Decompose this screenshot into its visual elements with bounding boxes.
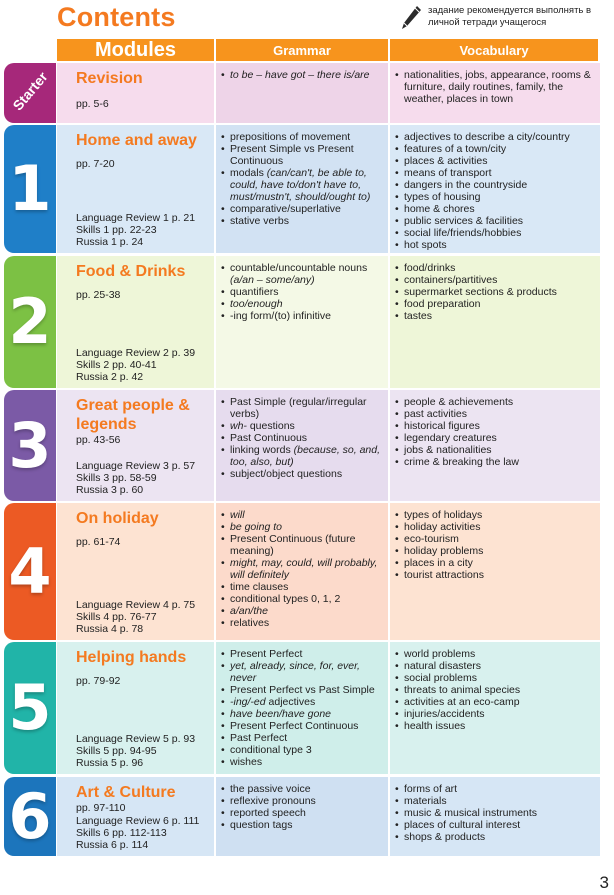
grammar-item [218,795,384,807]
reference-line: Russia 1 p. 24 [76,236,144,248]
grammar-cell [216,125,388,253]
header-vocabulary: Vocabulary [390,39,598,61]
grammar-text: the passive voice [230,783,311,795]
vocabulary-item: • eco-tourism [392,533,596,545]
grammar-list [218,648,384,768]
vocabulary-item: • nationalities, jobs, appearance, rooms & furniture, daily routines, family, the weather, places in town [392,69,596,105]
module-cell [57,63,214,123]
grammar-text: will [230,509,245,521]
module-references [76,347,195,383]
grammar-item [218,432,384,444]
vocabulary-item: • materials [392,795,596,807]
module-title: On holiday [76,510,159,527]
module-pages: pp. 43-56 [76,434,121,446]
reference-line: Russia 2 p. 42 [76,371,144,383]
grammar-item [218,131,384,143]
grammar-text: question tags [230,819,293,831]
vocabulary-item: • food/drinks [392,262,596,274]
vocabulary-item: • means of transport [392,167,596,179]
module-tab [4,63,56,123]
vocabulary-item: • injuries/accidents [392,708,596,720]
vocabulary-item: • people & achievements [392,396,596,408]
reference-line: Skills 2 pp. 40-41 [76,359,157,371]
vocabulary-cell [390,256,600,388]
grammar-text: linking words [230,444,294,456]
reference-line: Language Review 4 p. 75 [76,599,196,611]
grammar-item [218,744,384,756]
vocabulary-item: • types of housing [392,191,596,203]
grammar-text: be going to [230,521,282,533]
module-cell [57,642,214,774]
vocabulary-list [392,131,596,251]
reference-line: Language Review 1 p. 21 [76,212,196,224]
module-row [0,125,600,253]
module-pages: pp. 25-38 [76,289,121,301]
vocabulary-item: • types of holidays [392,509,596,521]
module-references [76,733,195,769]
grammar-item [218,262,384,286]
page-title: Contents [57,2,176,32]
grammar-text: Present Perfect [230,648,303,660]
vocabulary-item: • features of a town/city [392,143,596,155]
module-tab [4,642,56,774]
grammar-list [218,396,384,480]
vocabulary-item: • supermarket sections & products [392,286,596,298]
module-tab [4,125,56,253]
grammar-text: conditional types 0, 1, 2 [230,593,341,605]
vocabulary-item: • places & activities [392,155,596,167]
grammar-text: -ing/-ed [230,696,266,708]
header-grammar: Grammar [216,39,388,61]
module-references [76,460,195,496]
vocabulary-list [392,69,596,105]
vocabulary-item: • dangers in the countryside [392,179,596,191]
grammar-text: Present Perfect Continuous [230,720,359,732]
grammar-item [218,605,384,617]
grammar-text: have been/have gone [230,708,332,720]
grammar-text: yet, already, since, for, ever, never [230,660,360,684]
grammar-item [218,203,384,215]
vocabulary-item: • forms of art [392,783,596,795]
grammar-text: a/an/the [230,605,268,617]
reference-line: Russia 5 p. 96 [76,757,144,769]
grammar-text: questions [246,420,295,432]
grammar-text: reflexive pronouns [230,795,316,807]
module-pages: pp. 61-74 [76,536,121,548]
grammar-text: quantifiers [230,286,279,298]
grammar-text: Past Continuous [230,432,308,444]
grammar-list [218,131,384,227]
vocabulary-cell [390,125,600,253]
starter-label: Starter [9,68,51,114]
grammar-item [218,533,384,557]
module-number: 3 [8,408,52,482]
grammar-item [218,420,384,432]
grammar-text: adjectives [265,696,316,708]
grammar-item [218,593,384,605]
module-row [0,503,600,640]
grammar-list [218,509,384,629]
vocabulary-item: • legendary creatures [392,432,596,444]
vocabulary-cell [390,503,600,640]
vocabulary-item: • holiday activities [392,521,596,533]
grammar-text: comparative/superlative [230,203,341,215]
grammar-item [218,468,384,480]
module-title: Art & Culture [76,784,176,801]
grammar-list [218,69,384,81]
vocabulary-item: • food preparation [392,298,596,310]
grammar-text: to be – have got – there is/are [230,69,370,81]
module-tab [4,503,56,640]
grammar-item [218,617,384,629]
module-pages: pp. 7-20 [76,158,115,170]
grammar-item [218,298,384,310]
grammar-text: modals [230,167,267,179]
grammar-item [218,732,384,744]
grammar-text: wh- [230,420,247,432]
vocabulary-item: • historical figures [392,420,596,432]
vocabulary-item: • activities at an eco-camp [392,696,596,708]
vocabulary-item: • past activities [392,408,596,420]
vocabulary-list [392,783,596,843]
vocabulary-list [392,648,596,732]
module-cell [57,503,214,640]
grammar-text: -ing form/(to) infinitive [230,310,331,322]
grammar-item [218,557,384,581]
vocabulary-item: • world problems [392,648,596,660]
module-row [0,63,600,123]
vocabulary-item: • social problems [392,672,596,684]
module-number: 2 [8,285,52,358]
grammar-item [218,215,384,227]
module-row [0,777,600,856]
grammar-cell [216,777,388,856]
grammar-text: relatives [230,617,270,629]
grammar-item [218,310,384,322]
grammar-text: (can/can't, be able to, could, have to/don't have to, must/mustn't, should/ought to) [230,167,371,203]
module-number: 6 [8,779,52,853]
module-title: Great people & legends [76,397,190,433]
module-cell [57,390,214,501]
vocabulary-item: • home & chores [392,203,596,215]
header-modules: Modules [57,39,214,61]
grammar-text: stative verbs [230,215,289,227]
module-number: 1 [8,152,52,225]
grammar-item [218,581,384,593]
grammar-text: prepositions of movement [230,131,351,143]
grammar-list [218,262,384,322]
grammar-item [218,286,384,298]
grammar-item [218,444,384,468]
reference-line: Skills 4 pp. 76-77 [76,611,157,623]
reference-line: Language Review 3 p. 57 [76,460,196,472]
reference-line: Russia 6 p. 114 [76,839,149,851]
pen-icon [400,5,422,31]
grammar-text: countable/uncountable nouns [230,262,368,274]
module-title: Food & Drinks [76,263,186,280]
grammar-item [218,807,384,819]
grammar-item [218,143,384,167]
vocabulary-item: • containers/partitives [392,274,596,286]
reference-line: Language Review 2 p. 39 [76,347,196,359]
grammar-text: subject/object questions [230,468,343,480]
page-number: 3 [599,873,609,892]
vocabulary-item: • tourist attractions [392,569,596,581]
vocabulary-list [392,396,596,468]
module-pages: pp. 97-110 [76,802,126,814]
grammar-item [218,167,384,203]
module-references [76,212,195,248]
vocabulary-cell [390,642,600,774]
module-number: 4 [8,534,52,608]
grammar-item [218,783,384,795]
grammar-text: Present Simple vs Present Continuous [230,143,354,167]
module-tab [4,390,56,501]
vocabulary-cell [390,777,600,856]
module-cell [57,777,214,856]
vocabulary-item: • threats to animal species [392,684,596,696]
module-title: Revision [76,70,143,87]
grammar-text: (a/an – some/any) [230,274,315,286]
grammar-cell [216,642,388,774]
grammar-item [218,660,384,684]
reference-line: Skills 6 pp. 112-113 [76,827,167,839]
note-text: задание рекомендуется выполнять в личной тетради учащегося [428,5,592,28]
notebook-note [400,5,600,31]
vocabulary-item: • shops & products [392,831,596,843]
vocabulary-item: • holiday problems [392,545,596,557]
vocabulary-item: • jobs & nationalities [392,444,596,456]
grammar-item [218,684,384,696]
module-row [0,642,600,774]
grammar-text: (because, so, and, too, also, but) [230,444,381,468]
grammar-item [218,819,384,831]
vocabulary-cell [390,63,600,123]
grammar-item [218,756,384,768]
reference-line: Skills 1 pp. 22-23 [76,224,157,236]
reference-line: Language Review 5 p. 93 [76,733,196,745]
module-title: Helping hands [76,649,187,666]
grammar-text: Present Perfect vs Past Simple [230,684,375,696]
vocabulary-list [392,509,596,581]
grammar-item [218,648,384,660]
vocabulary-item: • tastes [392,310,596,322]
reference-line: Russia 4 p. 78 [76,623,144,635]
vocabulary-item: • adjectives to describe a city/country [392,131,596,143]
grammar-item [218,509,384,521]
module-number: 5 [8,671,52,744]
module-row [0,390,600,501]
grammar-item [218,521,384,533]
vocabulary-item: • music & musical instruments [392,807,596,819]
grammar-cell [216,503,388,640]
grammar-text: reported speech [230,807,306,819]
reference-line: Russia 3 p. 60 [76,484,144,496]
vocabulary-item: • crime & breaking the law [392,456,596,468]
module-tab [4,777,56,856]
vocabulary-item: • places of cultural interest [392,819,596,831]
module-references [76,599,195,635]
grammar-text: wishes [230,756,263,768]
reference-line: Language Review 6 p. 111 [76,815,200,827]
grammar-cell [216,390,388,501]
grammar-list [218,783,384,831]
vocabulary-item: • hot spots [392,239,596,251]
module-pages: pp. 79-92 [76,675,121,687]
module-cell [57,256,214,388]
module-title: Home and away [76,132,197,149]
grammar-text: Present Continuous (future meaning) [230,533,356,557]
module-cell [57,125,214,253]
reference-line: Skills 5 pp. 94-95 [76,745,157,757]
grammar-text: might, may, could, will probably, will definitely [230,557,378,581]
grammar-text: Past Perfect [230,732,288,744]
module-tab [4,256,56,388]
module-pages: pp. 5-6 [76,98,109,110]
grammar-cell [216,63,388,123]
grammar-text: too/enough [230,298,283,310]
reference-line: Skills 3 pp. 58-59 [76,472,157,484]
vocabulary-cell [390,390,600,501]
module-references [76,815,199,851]
grammar-item [218,696,384,708]
grammar-item [218,69,384,81]
vocabulary-item: • natural disasters [392,660,596,672]
grammar-item [218,396,384,420]
grammar-item [218,708,384,720]
vocabulary-list [392,262,596,322]
grammar-text: Past Simple (regular/irregular verbs) [230,396,367,420]
vocabulary-item: • health issues [392,720,596,732]
grammar-text: time clauses [230,581,289,593]
grammar-cell [216,256,388,388]
grammar-item [218,720,384,732]
vocabulary-item: • places in a city [392,557,596,569]
module-row [0,256,600,388]
vocabulary-item: • public services & facilities [392,215,596,227]
vocabulary-item: • social life/friends/hobbies [392,227,596,239]
grammar-text: conditional type 3 [230,744,312,756]
